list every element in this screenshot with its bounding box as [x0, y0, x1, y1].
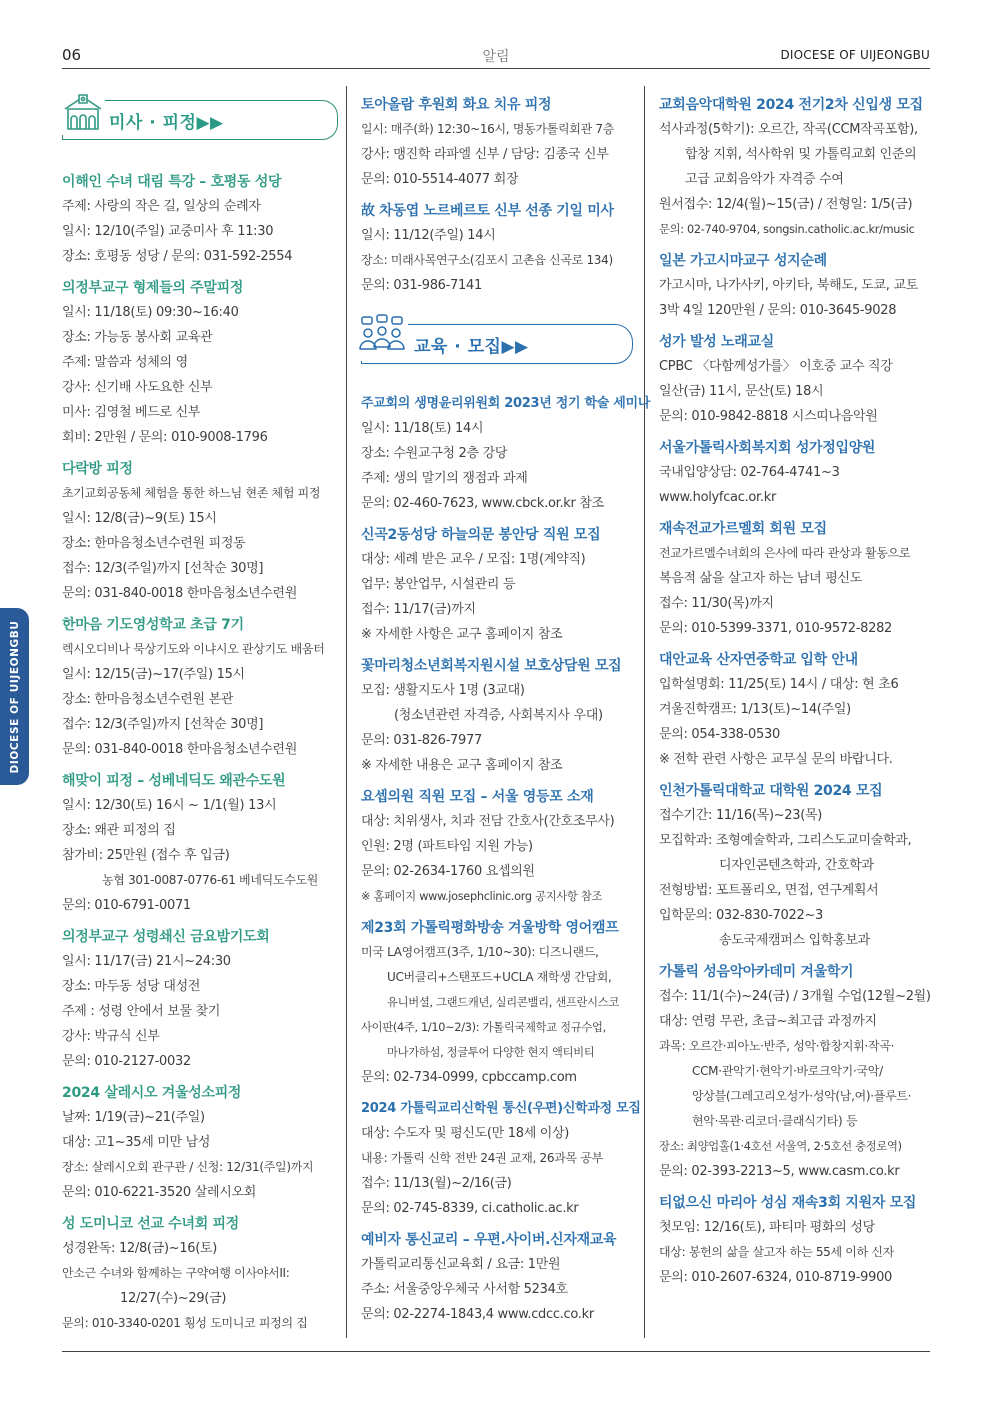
entry-line: 안소근 수녀와 함께하는 구약여행 이사야서II:: [62, 1266, 290, 1280]
entry-line: 인원: 2명 (파트타임 지원 가능): [361, 839, 533, 854]
entry-line: 대상: 봉헌의 삶을 살고자 하는 55세 이하 신자: [659, 1245, 894, 1259]
people-icon: [356, 313, 408, 361]
entry-title: 서울가톨릭사회복지회 성가정입양원: [659, 440, 876, 456]
entry-line: 유니버셜, 그랜드캐년, 실리콘밸리, 샌프란시스코: [387, 996, 620, 1009]
banner-title: 미사 · 피정▶▶: [109, 113, 224, 133]
entry-title: 재속전교가르멜회 회원 모집: [659, 521, 827, 537]
entry-3-2: [659, 249, 935, 323]
entry-3-9: [659, 1191, 935, 1290]
entry-line: 일시: 11/12(주일) 14시: [361, 228, 496, 243]
church-icon: [61, 91, 105, 135]
entry-line: 접수기간: 11/16(목)~23(목): [659, 808, 823, 823]
entry-line: 문의: 031-986-7141: [361, 278, 482, 293]
entry-line: 장소: 한마음청소년수련원 본관: [62, 692, 234, 707]
entry-line: 주제 : 성령 안에서 보물 찾기: [62, 1004, 221, 1019]
entry-3-7: [659, 779, 935, 953]
entry-line: 강사: 박규식 신부: [62, 1029, 160, 1044]
entry-line: 복음적 삶을 살고자 하는 남녀 평신도: [659, 571, 863, 586]
entry-title: 인천가톨릭대학교 대학원 2024 모집: [659, 783, 883, 799]
entry-title: 의정부교구 형제들의 주말피정: [62, 280, 244, 296]
entry-1-6: [62, 925, 338, 1074]
entry-line: 국내입양상담: 02-764-4741~3: [659, 465, 840, 480]
entry-line: 고급 교회음악가 자격증 수여: [685, 172, 844, 187]
entry-title: 이해인 수녀 대림 특강 – 호평동 성당: [62, 174, 282, 190]
entry-line: (청소년관련 자격증, 사회복지사 우대): [394, 708, 603, 723]
entry-line: 날짜: 1/19(금)~21(주일): [62, 1110, 205, 1125]
entry-line: ※ 홈페이지 www.josephclinic.org 공지사항 참조: [361, 890, 603, 903]
entry-line: 참가비: 25만원 (접수 후 입금): [62, 848, 230, 863]
entry-line: 접수: 11/13(월)~2/16(금): [361, 1176, 512, 1191]
entry-line: 장소: 호평동 성당 / 문의: 031-592-2554: [62, 249, 293, 264]
page-number: 06: [62, 46, 82, 64]
entry-line: 합창 지휘, 석사학위 및 가톨릭교회 인준의: [685, 147, 917, 162]
entry-title: 신곡2동성당 하늘의문 봉안당 직원 모집: [361, 527, 601, 543]
entry-line: 접수: 11/30(목)까지: [659, 596, 774, 611]
entry-line: 장소: 왜관 피정의 집: [62, 823, 176, 838]
entry-line: 농협 301-0087-0776-61 베네딕도수도원: [102, 873, 319, 887]
entry-title: 故 차동엽 노르베르토 신부 선종 기일 미사: [361, 203, 614, 219]
entry-title: 대안교육 산자연중학교 입학 안내: [659, 652, 858, 668]
entry-line: 문의: 010-5514-4077 회장: [361, 172, 519, 187]
entry-line: 장소: 한마음청소년수련원 피정동: [62, 536, 246, 551]
entry-title: 성 도미니코 선교 수녀회 피정: [62, 1216, 239, 1232]
entry-line: CCM·관악기·현악기·바로크악기·국악/: [692, 1064, 883, 1078]
entry-title: 해맞이 피정 – 성베네딕도 왜관수도원: [62, 773, 286, 789]
entry-line: 모집: 생활지도사 1명 (3교대): [361, 683, 525, 698]
entry-line: 문의: 02-745-8339, ci.catholic.ac.kr: [361, 1201, 579, 1216]
entry-line: 주제: 사랑의 작은 길, 일상의 순례자: [62, 199, 261, 214]
entry-line: 주제: 생의 말기의 쟁점과 과제: [361, 471, 528, 486]
entry-line: 모집학과: 조형예술학과, 그리스도교미술학과,: [659, 833, 912, 848]
page-header: [62, 44, 930, 68]
entry-2-1: [361, 93, 633, 192]
entry-line: 문의: 010-5399-3371, 010-9572-8282: [659, 621, 893, 636]
entry-line: 접수: 11/17(금)까지: [361, 602, 476, 617]
entry-2-2: [361, 199, 633, 298]
entry-line: 문의: 031-840-0018 한마음청소년수련원: [62, 742, 298, 757]
entry-line: UC버클리+스탠포드+UCLA 재학생 간담회,: [387, 970, 612, 984]
entry-line: 일시: 11/18(토) 09:30~16:40: [62, 305, 239, 320]
entry-line: 일산(금) 11시, 문산(토) 18시: [659, 384, 824, 399]
entry-line: 업무: 봉안업무, 시설관리 등: [361, 577, 516, 592]
entry-line: 미국 LA영어캠프(3주, 1/10~30): 디즈니랜드,: [361, 945, 599, 959]
entry-line: 전형방법: 포트폴리오, 면접, 연구계획서: [659, 883, 879, 898]
entry-line: ※ 자세한 내용은 교구 홈페이지 참조: [361, 758, 563, 773]
entry-line: 접수: 12/3(주일)까지 [선착순 30명]: [62, 561, 264, 576]
entry-line: 12/27(수)~29(금): [120, 1291, 227, 1306]
entry-line: 전교가르멜수녀회의 은사에 따라 관상과 활동으로: [659, 546, 911, 560]
entry-line: 문의: 010-6221-3520 살레시오회: [62, 1185, 257, 1200]
entry-line: 입학문의: 032-830-7022~3: [659, 908, 823, 923]
section-title: 알림: [482, 49, 510, 65]
entry-line: 문의: 02-2274-1843,4 www.cdcc.co.kr: [361, 1307, 594, 1322]
entry-line: 접수: 12/3(주일)까지 [선착순 30명]: [62, 717, 264, 732]
entry-line: 일시: 12/30(토) 16시 ~ 1/1(월) 13시: [62, 798, 277, 813]
education-recruit-banner: [361, 324, 633, 364]
entry-title: 티없으신 마리아 성심 재속3회 지원자 모집: [659, 1195, 917, 1211]
column-divider: [644, 86, 645, 1338]
entry-line: 문의: 02-734-0999, cpbccamp.com: [361, 1070, 577, 1085]
entry-line: 대상: 세례 받은 교우 / 모집: 1명(계약직): [361, 552, 586, 567]
entry-line: 회비: 2만원 / 문의: 010-9008-1796: [62, 430, 268, 445]
entry-line: 3박 4일 120만원 / 문의: 010-3645-9028: [659, 303, 897, 318]
entry-title: 교회음악대학원 2024 전기2차 신입생 모집: [659, 97, 923, 113]
entry-2-4: [361, 523, 633, 647]
entry-3-4: [659, 436, 935, 510]
entry-2-5: [361, 654, 633, 778]
entry-1-4: [62, 613, 338, 762]
entry-line: www.holyfcac.or.kr: [659, 490, 777, 505]
entry-1-2: [62, 276, 338, 450]
entry-2-3: [361, 392, 651, 516]
entry-line: 주소: 서울중앙우체국 사서함 5234호: [361, 1282, 568, 1297]
entry-line: 사이판(4주, 1/10~2/3): 가톨릭국제학교 정규수업,: [361, 1021, 606, 1034]
entry-line: 장소: 최양업홀(1·4호선 서울역, 2·5호선 충정로역): [659, 1140, 902, 1153]
entry-line: 강사: 맹진학 라파엘 신부 / 담당: 김종국 신부: [361, 147, 609, 162]
entry-title: 꽃마리청소년회복지원시설 보호상담원 모집: [361, 658, 622, 674]
entry-title: 의정부교구 성령쇄신 금요밤기도회: [62, 929, 270, 945]
entry-line: 문의: 054-338-0530: [659, 727, 780, 742]
column-3: [659, 90, 935, 1290]
entry-line: 대상: 치위생사, 치과 전담 간호사(간호조무사): [361, 814, 615, 829]
column-divider: [346, 86, 347, 1338]
entry-line: 문의: 010-2607-6324, 010-8719-9900: [659, 1270, 893, 1285]
side-tab-label: DIOCESE OF UIJEONGBU: [8, 620, 21, 773]
diocese-name: DIOCESE OF UIJEONGBU: [780, 48, 930, 62]
entry-3-6: [659, 648, 935, 772]
entry-line: 겨울진학캠프: 1/13(토)~14(주일): [659, 702, 851, 717]
entry-line: 디자인콘텐츠학과, 간호학과: [719, 858, 874, 873]
entry-line: 문의: 02-393-2213~5, www.casm.co.kr: [659, 1164, 900, 1179]
entry-line: 일시: 11/17(금) 21시~24:30: [62, 954, 231, 969]
entry-title: 제23회 가톨릭평화방송 겨울방학 영어캠프: [361, 920, 619, 936]
column-2: [361, 90, 651, 1327]
footer-rule: [62, 1351, 930, 1352]
entry-line: 장소: 미래사목연구소(김포시 고촌읍 신곡로 134): [361, 253, 613, 267]
entry-2-9: [361, 1228, 633, 1327]
entry-line: 문의: 010-9842-8818 시스띠나음악원: [659, 409, 878, 424]
entry-title: 예비자 통신교리 – 우편.사이버.신자재교육: [361, 1232, 617, 1248]
entry-line: 일시: 12/8(금)~9(토) 15시: [62, 511, 217, 526]
entry-line: 입학설명회: 11/25(토) 14시 / 대상: 현 초6: [659, 677, 899, 692]
entry-line: 문의: 02-740-9704, songsin.catholic.ac.kr/music: [659, 223, 915, 236]
banner-title: 교육 · 모집▶▶: [414, 337, 529, 357]
entry-3-1: [659, 93, 935, 242]
entry-title: 가톨릭 성음악아카데미 겨울학기: [659, 964, 854, 980]
entry-line: 문의: 031-840-0018 한마음청소년수련원: [62, 586, 298, 601]
entry-2-6: [361, 785, 633, 909]
entry-line: 문의: 010-6791-0071: [62, 898, 191, 913]
entry-line: 주제: 말씀과 성체의 영: [62, 355, 188, 370]
entry-line: 원서접수: 12/4(월)~15(금) / 전형일: 1/5(금): [659, 197, 913, 212]
entry-title: 한마음 기도영성학교 초급 7기: [62, 617, 244, 633]
side-tab: [0, 608, 29, 785]
entry-title: 주교회의 생명윤리위원회 2023년 정기 학술 세미나: [361, 396, 651, 411]
entry-line: 대상: 고1~35세 미만 남성: [62, 1135, 211, 1150]
entry-3-5: [659, 517, 935, 641]
column-1: [62, 90, 338, 1336]
entry-line: ※ 자세한 사항은 교구 홈페이지 참조: [361, 627, 563, 642]
entry-2-7: [361, 916, 633, 1090]
entry-line: 대상: 연령 무관, 초급~최고급 과정까지: [659, 1014, 877, 1029]
entry-line: 현악·목관·리코더·클래식기타) 등: [692, 1114, 858, 1128]
entry-line: 문의: 02-460-7623, www.cbck.or.kr 참조: [361, 496, 604, 511]
entry-3-3: [659, 330, 935, 429]
entry-line: 문의: 010-3340-0201 횡성 도미니코 피정의 집: [62, 1316, 308, 1330]
entry-line: 마나가하섬, 정글투어 다양한 현지 액티비티: [387, 1046, 595, 1059]
entry-line: 과목: 오르간·피아노·반주, 성악·합창지휘·작곡·: [659, 1039, 895, 1053]
entry-line: 성경완독: 12/8(금)~16(토): [62, 1241, 218, 1256]
entry-line: 일시: 매주(화) 12:30~16시, 명동가톨릭회관 7층: [361, 122, 615, 136]
entry-line: 첫모임: 12/16(토), 파티마 평화의 성당: [659, 1220, 875, 1235]
entry-3-8: [659, 960, 935, 1184]
entry-line: CPBC 〈다함께성가를〉 이호중 교수 직강: [659, 359, 893, 374]
entry-line: 가톨릭교리통신교육회 / 요금: 1만원: [361, 1257, 561, 1272]
entry-line: 앙상블(그레고리오성가·성악(남,여)·플루트·: [692, 1089, 912, 1103]
entry-line: 가고시마, 나가사키, 아키타, 북해도, 도쿄, 교토: [659, 278, 918, 293]
entry-title: 2024 살레시오 겨울성소피정: [62, 1085, 242, 1101]
entry-line: 내용: 가톨릭 신학 전반 24권 교재, 26과목 공부: [361, 1151, 603, 1165]
entry-1-8: [62, 1212, 338, 1336]
entry-title: 토아올람 후원회 화요 치유 피정: [361, 97, 552, 113]
entry-line: 대상: 수도자 및 평신도(만 18세 이상): [361, 1126, 570, 1141]
entry-title: 요셉의원 직원 모집 – 서울 영등포 소재: [361, 789, 594, 805]
entry-title: 다락방 피정: [62, 461, 133, 477]
entry-line: 문의: 02-2634-1760 요셉의원: [361, 864, 535, 879]
entry-line: 석사과정(5학기): 오르간, 작곡(CCM작곡포함),: [659, 122, 918, 137]
entry-line: ※ 전학 관련 사항은 교무실 문의 바랍니다.: [659, 752, 893, 767]
entry-line: 일시: 12/15(금)~17(주일) 15시: [62, 667, 245, 682]
entry-line: 송도국제캠퍼스 입학홍보과: [719, 933, 870, 948]
mass-retreat-banner: [62, 100, 338, 140]
entry-title: 성가 발성 노래교실: [659, 334, 774, 350]
entry-line: 렉시오디비나 묵상기도와 이냐시오 관상기도 배움터: [62, 642, 325, 656]
entry-line: 문의: 010-2127-0032: [62, 1054, 191, 1069]
entry-title: 일본 가고시마교구 성지순례: [659, 253, 827, 269]
entry-1-7: [62, 1081, 338, 1205]
entry-title: 2024 가톨릭교리신학원 통신(우편)신학과정 모집: [361, 1101, 641, 1116]
entry-line: 초기교회공동체 체험을 통한 하느님 현존 체험 피정: [62, 486, 321, 500]
entry-1-1: [62, 170, 338, 269]
entry-line: 접수: 11/1(수)~24(금) / 3개월 수업(12월~2월): [659, 989, 931, 1004]
entry-line: 일시: 12/10(주일) 교중미사 후 11:30: [62, 224, 274, 239]
entry-line: 문의: 031-826-7977: [361, 733, 482, 748]
entry-line: 일시: 11/18(토) 14시: [361, 421, 484, 436]
entry-2-8: [361, 1097, 641, 1221]
entry-line: 장소: 살레시오회 관구관 / 신청: 12/31(주일)까지: [62, 1160, 314, 1174]
header-rule: [62, 68, 930, 69]
entry-line: 장소: 수원교구청 2층 강당: [361, 446, 508, 461]
entry-line: 강사: 신기배 사도요한 신부: [62, 380, 213, 395]
entry-1-3: [62, 457, 338, 606]
entry-1-5: [62, 769, 338, 918]
entry-line: 장소: 마두동 성당 대성전: [62, 979, 201, 994]
entry-line: 장소: 가능동 봉사회 교육관: [62, 330, 213, 345]
entry-line: 미사: 김영철 베드로 신부: [62, 405, 201, 420]
